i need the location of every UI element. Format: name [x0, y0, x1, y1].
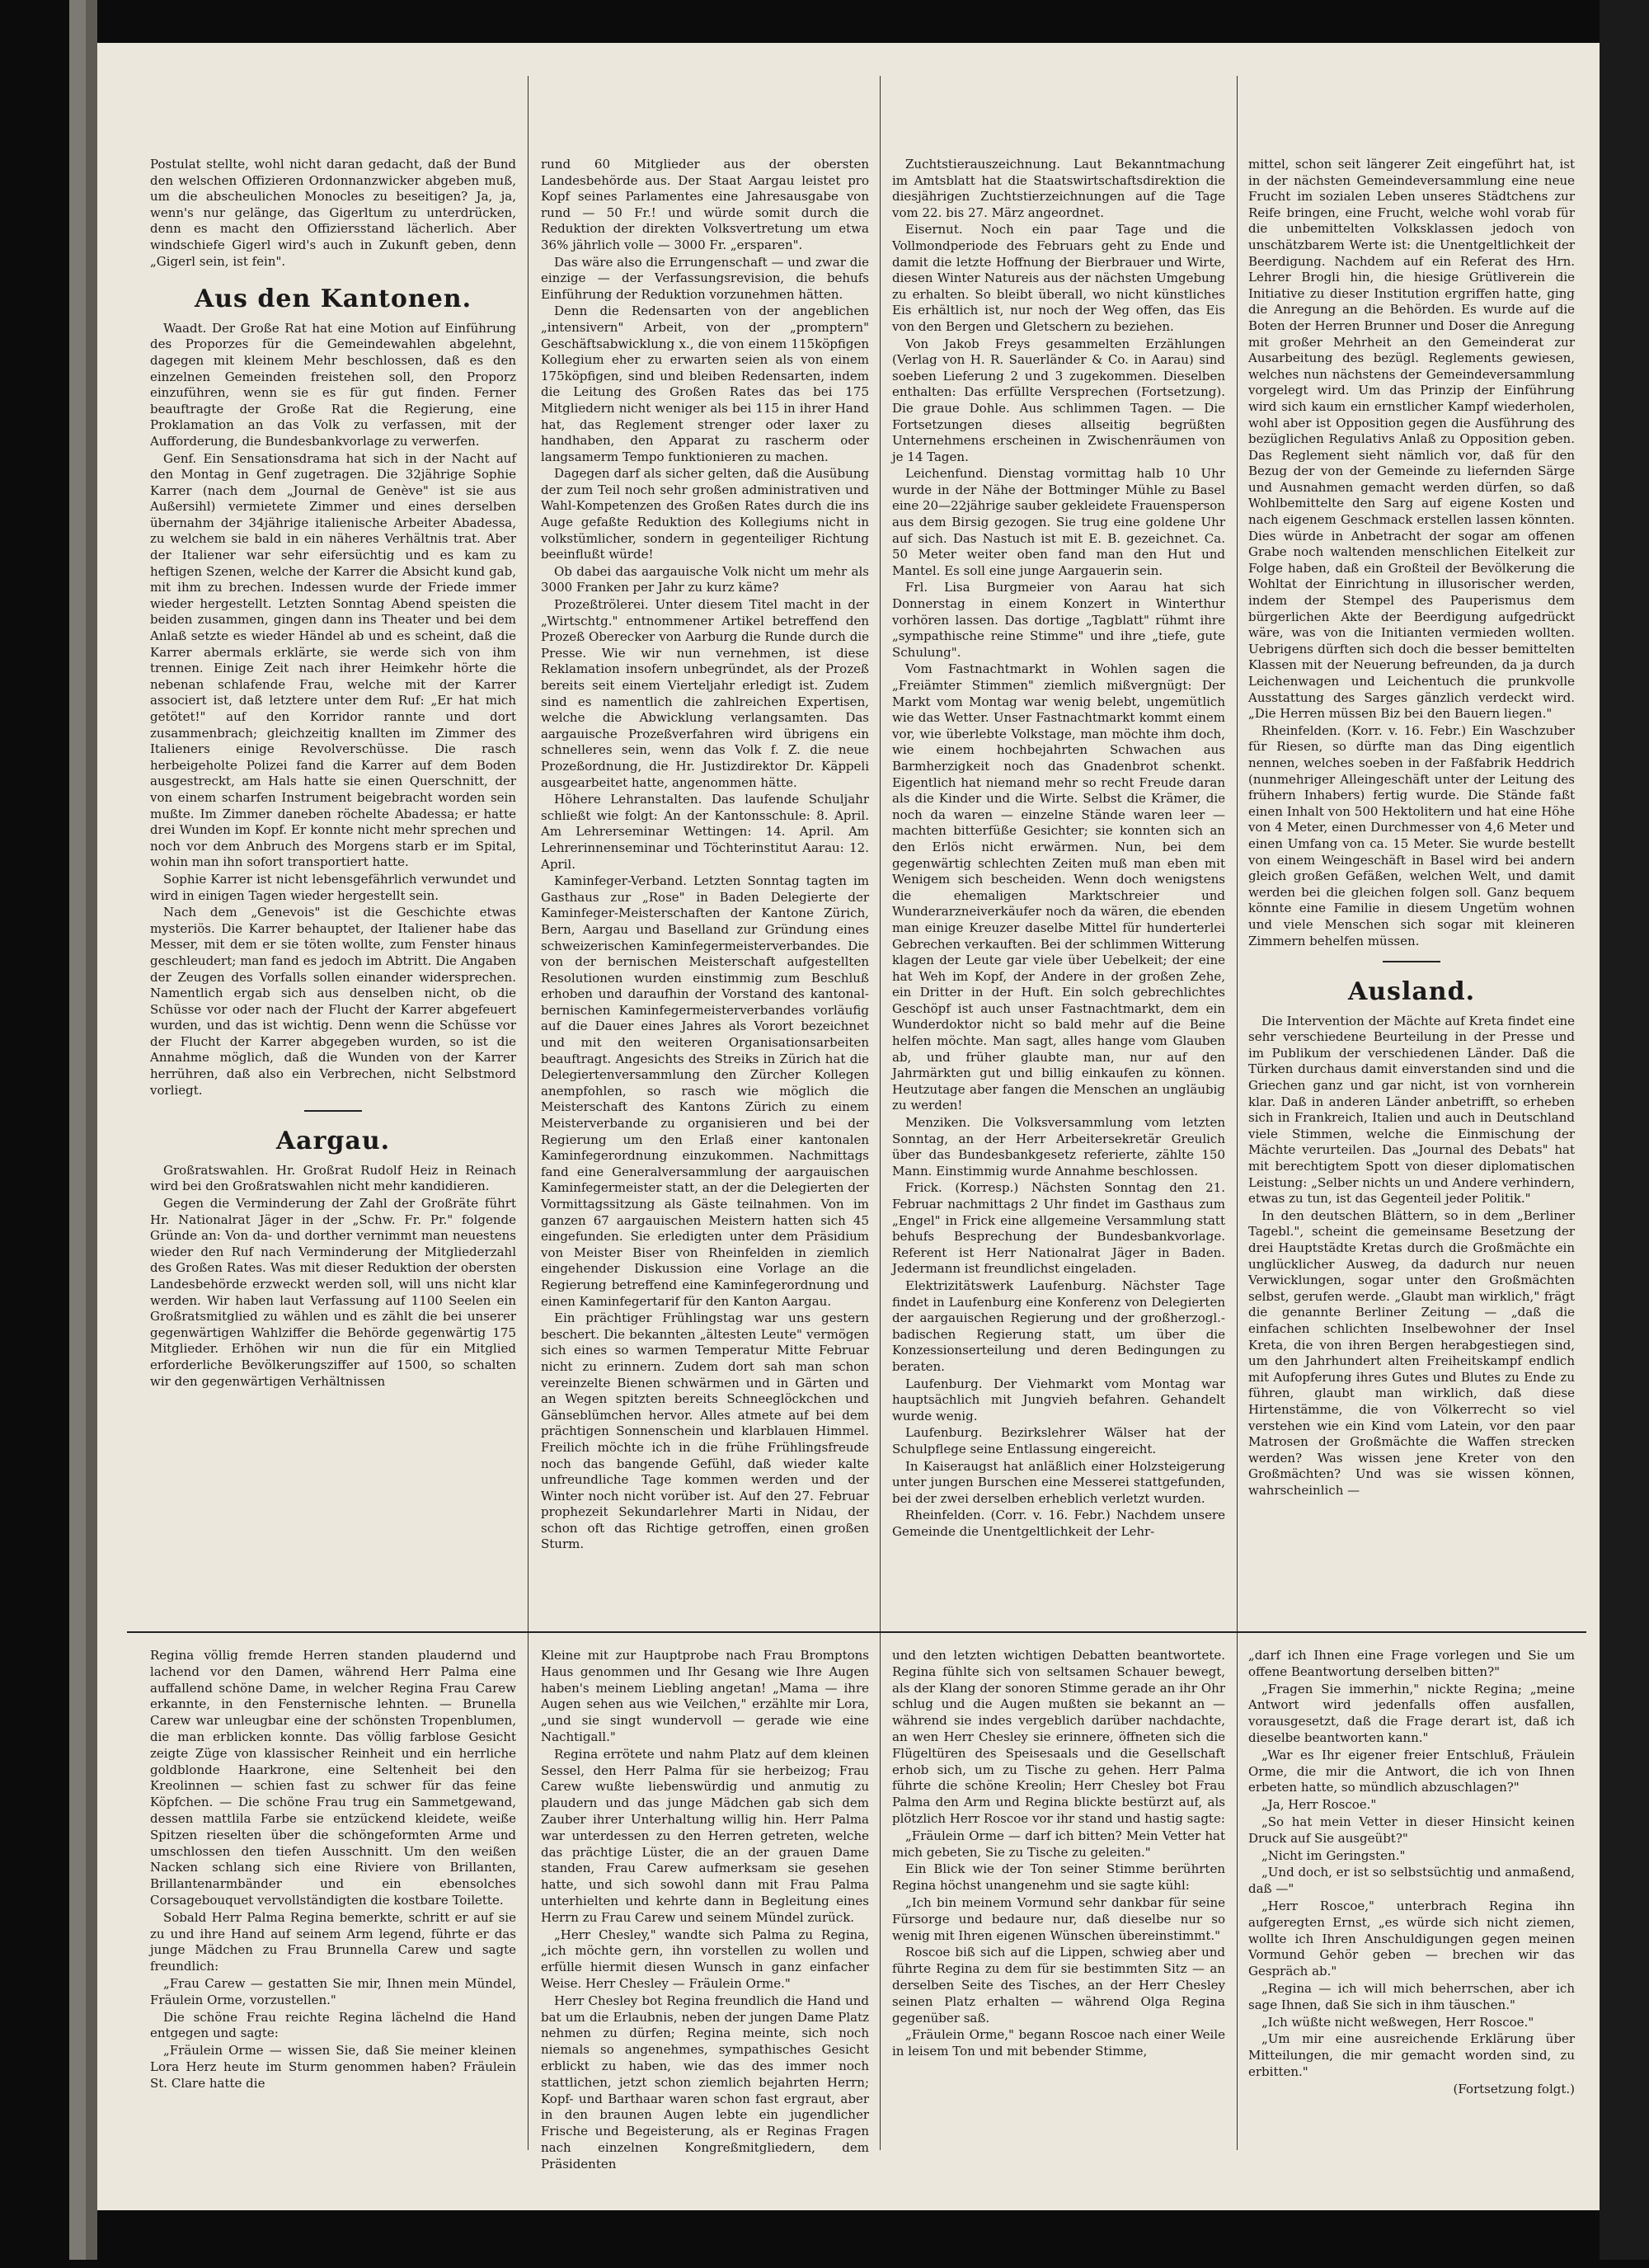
- feuilleton-text: „darf ich Ihnen eine Frage vorlegen und Sie um offene Beantwortung derselben bitten?": [1248, 1648, 1575, 1679]
- article-fruehlingstag: Ein prächtiger Frühlingstag war uns gestern beschert. Die bekannten „ältesten Leute" vermögen sich eines so warmen Temperatur Mitte Februar nicht zu erinnern. Zudem dort sah man schon vereinzelte Bienen schwärmen und in Gärten und an Wegen spitzten bereits Schneeglöckchen und Gänseblümchen hervor. Alles atmete auf bei dem prächtigen Sonnenschein und klarblauen Himmel. Freilich möchte ich in die frühe Frühlingsfreude noch das bangende Gefühl, daß wieder kalte unfreundliche Tage kommen werden und der Winter noch nicht vorüber ist. Auf den 27. Februar prophezeit Sekundarlehrer Marti in Nidau, der schon oft das Richtige getroffen, einen großen Sturm.: [541, 1310, 869, 1552]
- article-genf-2: Sophie Karrer ist nicht lebensgefährlich verwundet und wird in einigen Tagen wieder hergestellt sein.: [150, 871, 516, 903]
- column-1: [150, 157, 516, 1625]
- article-genf-3: Nach dem „Genevois" ist die Geschichte etwas mysteriös. Die Karrer behauptet, der Italiener habe das Messer, mit dem er sie töten wollte, zum Fenster hinaus geschleudert; man fand es jedoch im Abtritt. Die Angaben der Zeugen des Vorfalls sollen einander widersprechen. Namentlich ergab sich aus denselben nicht, ob die Schüsse vor oder nach der Flucht der Karrer abgefeuert wurden, und das ist wichtig. Denn wenn die Schüsse vor der Flucht der Karrer abgegeben wurden, so ist die Annahme möglich, daß die Wunden von der Karrer herrühren, daß also ein Verbrechen, nicht Selbstmord vorliegt.: [150, 905, 516, 1098]
- column-2: [541, 157, 869, 1625]
- feuilleton-text: Kleine mit zur Hauptprobe nach Frau Bromptons Haus genommen und Ihr Gesang wie Ihre Augen haben's meinem Liebling angetan! „Mama — ihre Augen sehen aus wie Veilchen," erzählte mir Lora, „und sie singt wundervoll — gerade wie eine Nachtigall.": [541, 1648, 869, 1744]
- article-leichenfund: Leichenfund. Dienstag vormittag halb 10 Uhr wurde in der Nähe der Bottminger Mühle zu Basel eine 20—22jährige sauber gekleidete Frauensperson aus dem Birsig gezogen. Sie trug eine goldene Uhr auf sich. Das Nastuch ist mit E. B. gezeichnet. Ca. 50 Meter weiter oben fand man den Hut und Mantel. Es soll eine junge Aargauerin sein.: [892, 466, 1225, 578]
- column-4: [1248, 157, 1575, 1625]
- feuilleton-text: „Nicht im Geringsten.": [1261, 1847, 1406, 1863]
- column-rule: [528, 76, 529, 1659]
- article-text: Das wäre also die Errungenschaft — und zwar die einzige — der Verfassungsrevision, die behufs Einführung der Reduktion vorzunehmen hätten.: [541, 254, 869, 302]
- feuilleton-text: „So hat mein Vetter in dieser Hinsicht keinen Druck auf Sie ausgeübt?": [1248, 1814, 1575, 1846]
- article-lehranstalten: Höhere Lehranstalten. Das laufende Schuljahr schließt wie folgt: An der Kantonsschule: 8. April. Am Lehrerseminar Wettingen: 14. April. Am Lehrerinnenseminar und Töchterinstitut Aarau: 12. April.: [541, 792, 869, 872]
- feuilleton-text: Ein Blick wie der Ton seiner Stimme berührten Regina höchst unangenehm und sie sagte kühl:: [892, 1861, 1225, 1894]
- feuilleton-text: „Fräulein Orme," begann Roscoe nach einer Weile in leisem Ton und mit bebender Stimme,: [892, 2027, 1225, 2059]
- article-rheinfelden-2: Rheinfelden. (Korr. v. 16. Febr.) Ein Waschzuber für Riesen, so dürfte man das Ding eigentlich nennen, welches soeben in der Faßfabrik Heddrich (nunmehriger Alleingeschäft unter der Leitung des frühern Inhabers) fertig wurde. Die Stände faßt einen Inhalt von 500 Hektolitern und hat eine Höhe von 4 Meter, einen Durchmesser von 4,6 Meter und einen Umfang von ca. 15 Meter. Sie wurde bestellt von einem Weingeschäft in Basel wird bei andern gleich großen Gefäßen, welchen Welt, und damit werden bei die gleichen folgen soll. Ganz bequem könnte eine Familie in diesem Ungetüm wohnen und viele Menschen sich sogar mit kleineren Zimmern behelfen müssen.: [1248, 722, 1575, 948]
- column-3: [892, 157, 1225, 1625]
- article-text: Dagegen darf als sicher gelten, daß die Ausübung der zum Teil noch sehr großen administrativen und Wahl-Kompetenzen des Großen Rates durch die ins Auge gefaßte Reduktion des Kollegiums nicht in volkstümlicher, sondern in gegenteiliger Richtung beeinflußt würde!: [541, 466, 869, 562]
- article-waadt: Waadt. Der Große Rat hat eine Motion auf Einführung des Proporzes für die Gemeindewahlen abgelehnt, dagegen mit kleinem Mehr beschlossen, daß es den einzelnen Gemeinden freistehen soll, den Proporz einzuführen, wenn sie es für gut finden. Ferner beauftragte der Große Rat die Regierung, eine Proklamation an das Volk zu verfassen, mit der Aufforderung, die Bundesbankvorlage zu verwerfen.: [150, 320, 516, 449]
- feuilleton-text: Regina völlig fremde Herren standen plaudernd und lachend vor den Damen, während Herr Palma eine auffallend schöne Dame, in welcher Regina Frau Carew erkannte, in den Fensternische lehnten. — Brunella Carew war unleugbar eine der schönsten Tropenblumen, die man erblicken konnte. Das völlig farblose Gesicht zeigte Züge von klassischer Reinheit und ein herrliche goldblonde Haarkrone, eine Seltenheit bei den Kreolinnen — schien fast zu schwer für das feine Köpfchen. — Die schöne Frau trug ein Sammetgewand, dessen mattlila Farbe sie entzückend kleidete, weiße Spitzen rieselten über die schöngeformten Arme und umschlossen den tiefen Ausschnitt. Um den weißen Nacken schlang sich eine Riviere von Brillanten, Brillantenarmbänder und ein ebensolches Corsagebouquet vervollständigten die kostbare Toilette.: [150, 1648, 516, 1908]
- feuilleton-divider: [127, 1631, 1586, 1633]
- newspaper-page: [97, 43, 1600, 2210]
- feuilleton-text: „Frau Carew — gestatten Sie mir, Ihnen mein Mündel, Fräulein Orme, vorzustellen.": [150, 1975, 516, 2007]
- article-burgmeier: Frl. Lisa Burgmeier von Aarau hat sich Donnerstag in einem Konzert in Winterthur vorhören lassen. Das dortige „Tagblatt" rühmt ihre „sympathische reine Stimme" und ihre „tiefe, gute Schulung".: [892, 580, 1225, 660]
- feuilleton-column-2: [541, 1648, 869, 2172]
- column-rule: [880, 76, 881, 1659]
- column-rule: [1237, 76, 1238, 1659]
- article-laufenburg-2: Laufenburg. Bezirkslehrer Wälser hat der Schulpflege seine Entlassung eingereicht.: [892, 1425, 1225, 1456]
- feuilleton-column-3: [892, 1648, 1225, 2151]
- article-menziken: Menziken. Die Volksversammlung vom letzten Sonntag, an der Herr Arbeitersekretär Greulich über das Bundesbankgesetz referierte, zählte 150 Mann. Einstimmig wurde Annahme beschlossen.: [892, 1115, 1225, 1179]
- feuilleton-text: „Um mir eine ausreichende Erklärung über Mitteilungen, die mir gemacht worden sind, zu erbitten.": [1248, 2031, 1575, 2079]
- feuilleton-text: Herr Chesley bot Regina freundlich die Hand und bat um die Erlaubnis, neben der jungen Dame Platz nehmen zu dürfen; Regina meinte, sich noch niemals so angenehmes, sympathisches Gesicht erblickt zu haben, wie das des immer noch stattlichen, jetzt schon ziemlich bejahrten Herrn; Kopf- und Barthaar waren schon fast ergraut, aber in den braunen Augen lebte ein jugendlicher Frische und Begeisterung, als er Reginas Fragen nach einzelnen Kongreßmitgliedern, dem Präsidenten: [541, 1993, 869, 2172]
- right-facing-page-edge: [1600, 0, 1649, 2260]
- article-text: Denn die Redensarten von der angeblichen „intensivern" Arbeit, von der „promptern" Geschäftsabwicklung x., die von einem 115köpfigen Kollegium eher zu erwarten seien als von einem 175köpfigen, sind und bleiben Redensarten, indem die Leitung des Großen Rates das bei 175 Mitgliedern nicht weniger als bei 115 in ihrer Hand hat, das Reglement strenger oder laxer zu handhaben, den Apparat zu rascherm oder langsamerm Tempo funktionieren zu machen.: [541, 303, 869, 464]
- article-grossratswahlen: Großratswahlen. Hr. Großrat Rudolf Heiz in Reinach wird bei den Großratswahlen nicht mehr kandidieren.: [150, 1162, 516, 1194]
- article-eisernut: Eisernut. Noch ein paar Tage und die Vollmondperiode des Februars geht zu Ende und damit die letzte Hoffnung der Bierbrauer und Wirte, diesen Winter Natureis aus der nächsten Umgebung zu erhalten. So bleibt überall, wo nicht künstliches Eis erhältlich ist, nur noch der Weg offen, das Eis von den Bergen und Gletschern zu beziehen.: [892, 222, 1225, 334]
- article-laufenburg: Laufenburg. Der Viehmarkt vom Montag war hauptsächlich mit Jungvieh befahren. Gehandelt wurde wenig.: [892, 1376, 1225, 1423]
- feuilleton-column-1: [150, 1648, 516, 2151]
- continuation-note: (Fortsetzung folgt.): [1453, 2081, 1575, 2096]
- article-text: mittel, schon seit längerer Zeit eingeführt hat, ist in der nächsten Gemeindeversammlung eine neue Frucht im sozialen Leben unseres Städtchens zur Reife bringen, eine Frucht, welche wohl vorab für die unbemittelten Volksklassen jedoch von unschätzbarem Werte ist: die Unentgeltlichkeit der Beerdigung. Nachdem auf ein Referat des Hrn. Lehrer Brogli hin, die hiesige Grütliverein die Initiative zu dieser Institution ergriffen hatte, ging die Anregung an die Behörden. Es wurde auf die Boten der Herren Brunner und Doser die Anregung mit großer Mehrheit an den Gemeinderat zur Ausarbeitung des bezügl. Reglements gewiesen, welches nun nächstens der Gemeindeversammlung vorgelegt wird. Um das Prinzip der Einführung wird sich kaum ein ernstlicher Kampf wiederholen, wohl aber ist Opposition gegen die Ausführung des bezüglichen Regulativs Anlaß zu Opposition geben. Das Reglement sieht nämlich vor, daß für den Bezug der von der Gemeinde zu liefernden Särge und Ausnahmen gemacht werden dürfen, so daß Wohlbemittelte den Sarg auf eigene Kosten und nach eigenem Geschmack erstellen lassen könnten. Dies würde in Anbetracht der sogar am offenen Grabe noch waltenden menschlichen Eitelkeit zur Folge haben, daß ein Großteil der Bevölkerung die Wohltat der Einrichtung in illusorischer werden, indem der Stempel des Pauperismus dem bürgerlichen Akte der Beerdigung aufgedrückt wäre, was von die Initianten vermieden wollten. Uebrigens dürften sich doch die besser bemittelten Klassen mit der Neuerung befreunden, da ja durch Leichenwagen und Leichentuch die prunkvolle Ausstattung des Sarges gänzlich verdeckt wird. „Die Herren müssen Biz bei den Bauern liegen.": [1248, 157, 1575, 722]
- column-rule: [1237, 1639, 1238, 2150]
- article-jakob-frey: Von Jakob Freys gesammelten Erzählungen (Verlag von H. R. Sauerländer & Co. in Aarau) sind soeben Lieferung 2 und 3 zugekommen. Dieselben enthalten: Das erfüllte Versprechen (Fortsetzung). Die graue Dohle. Aus schlimmen Tagen. — Die Fortsetzungen dieses allseitig begrüßten Unternehmens erscheinen in Zwischenräumen von je 14 Tagen.: [892, 336, 1225, 464]
- article-fastnachtmarkt: Vom Fastnachtmarkt in Wohlen sagen die „Freiämter Stimmen" ziemlich mißvergnügt: Der Markt vom Montag war wenig belebt, ungemütlich wie das Wetter. Unser Fastnachtmarkt kommt einem vor, wie überlebte Volkstage, man möchte ihm doch, wie einem hochbejahrten Schwachen aus Barmherzigkeit noch das Gnadenbrot schenkt. Eigentlich hat niemand mehr so recht Freude daran als die Kinder und die Wirte. Selbst die Krämer, die noch da waren — einzelne Stände waren leer — machten bitterfüße Gesichter; sie konnten sich an den Erlös nicht erwärmen. Nun, bei dem gegenwärtig schlechten Zeiten muß man eben mit Wenigem sich bescheiden. Wenn doch wenigstens die ehemaligen Marktschreier und Wunderarzneiverkäufer noch da wären, die ebenden man einige Kreuzer daselbe Mittel für hunderterlei Gebrechen verkauften. Bei der schlimmen Witterung klagen der Leute gar viele über Uebelkeit; der eine hat Weh im Kopf, der Andere in der großen Zehe, ein Dritter in der Huft. Ein solch gebrechlichtes Geschöpf ist auch unser Fastnachtmarkt, dem ein Wunderdoktor nicht so bald mehr auf die Beine helfen möchte. Man sagt, alles hange vom Glauben ab, und früher glaubte man, nur auf den Jahrmärkten gut und billig einkaufen zu können. Heutzutage aber fangen die Menschen an ungläubig zu werden!: [892, 661, 1225, 1113]
- article-rheinfelden: Rheinfelden. (Corr. v. 16. Febr.) Nachdem unsere Gemeinde die Unentgeltlichkeit der Lehr-: [892, 1508, 1225, 1539]
- separator: [1383, 961, 1440, 962]
- article-kaiseraugst: In Kaiseraugst hat anläßlich einer Holzsteigerung unter jungen Burschen eine Messerei stattgefunden, bei der zwei derselben erheblich verletzt wurden.: [892, 1458, 1225, 1506]
- feuilleton-column-4: [1248, 1648, 1575, 2151]
- section-heading-kantonen: Aus den Kantonen.: [194, 285, 472, 314]
- article-elektrizitaetswerk: Elektrizitätswerk Laufenburg. Nächster Tage findet in Laufenburg eine Konferenz von Delegierten der aargauischen Regierung und der großherzogl.-badischen Regierung statt, um über die Konzessionserteilung und deren Bedingungen zu beraten.: [892, 1278, 1225, 1374]
- feuilleton-text: „Fräulein Orme — darf ich bitten? Mein Vetter hat mich gebeten, Sie zu Tische zu geleiten.": [892, 1828, 1225, 1860]
- article-text: In den deutschen Blättern, so in dem „Berliner Tagebl.", scheint die gemeinsame Besetzung der drei Hauptstädte Kretas durch die Großmächte ein unglücklicher Ausweg, da dadurch nur neuen Verwicklungen, sogar unter den Großmächten selbst, gerufen werde. „Glaubt man wirklich," frägt die genannte Berliner Zeitung — „daß die einfachen schlichten Inselbewohner der Insel Kreta, die von ihren Bergen herabgestiegen sind, um den Jahrhundert alten Freiheitskampf endlich mit Aufopferung ihres Gutes und Blutes zu Ende zu führen, glaubt man wirklich, daß diese Hirtenstämme, die von Völkerrecht so viel verstehen wie ein Kind vom Latein, vor den paar Matrosen der Großmächte die Waffen strecken werden? Was wissen jene Kreter von den Großmächten? Und was sie wissen können, wahrscheinlich —: [1248, 1207, 1575, 1498]
- article-text: Postulat stellte, wohl nicht daran gedacht, daß der Bund den welschen Offizieren Ordonnanzwicker abgeben muß, um die abscheulichen Monocles zu beseitigen? Ja, ja, wenn's nur gelänge, das Gigerltum zu unterdrücken, denn es macht den Offiziersstand lächerlich. Aber windschiefe Gigerl wird's auch in Zukunft geben, denn „Gigerl sein, ist fein".: [150, 157, 516, 269]
- article-zuchtstier: Zuchtstierauszeichnung. Laut Bekanntmachung im Amtsblatt hat die Staatswirtschaftsdirektion die diesjährigen Zuchtstierzeichnungen auf die Tage vom 22. bis 27. März angeordnet.: [892, 157, 1225, 220]
- article-intervention-kreta: Die Intervention der Mächte auf Kreta findet eine sehr verschiedene Beurteilung in der Presse und im Publikum der verschiedenen Länder. Daß die Türken durchaus damit einverstanden sind und die Griechen ganz und gar nicht, ist von vornherein klar. Daß in anderen Länder anbetrifft, so erheben sich in Frankreich, Italien und auch in Deutschland viele Stimmen, welche die Einmischung der Mächte verurteilen. Das „Journal des Debats" hat mit berechtigtem Spott von dieser diplomatischen Leistung: „Selber nichts un und Andere verhindern, etwas zu tun, ist das Gegenteil jeder Politik.": [1248, 1013, 1575, 1207]
- article-genf: Genf. Ein Sensationsdrama hat sich in der Nacht auf den Montag in Genf zugetragen. Die 32jährige Sophie Karrer (nach dem „Journal de Genève" ist sie aus Außersihl) vermietete Zimmer und eines derselben übernahm der 34jährige italienische Arbeiter Abadessa, zu welchem sie bald in ein näheres Verhältnis trat. Aber der Italiener war sehr eifersüchtig und es kam zu heftigen Szenen, welche der Karrer die Absicht kund gab, mit ihm zu brechen. Indessen wurde der Friede immer wieder hergestellt. Letzten Sonntag Abend speisten die beiden zusammen, gingen dann ins Theater und bei dem Anlaß setzte es wieder Händel ab und es scheint, daß die Karrer abermals erklärte, sie werde sich von ihm trennen. Einige Zeit nach ihrer Heimkehr hörte die nebenan schlafende Frau, welche mit der Karrer associert ist, daß letztere unter dem Ruf: „Er hat mich getötet!" auf den Korridor rannte und dort zusammenbrach; gleichzeitig knallten im Zimmer des Italieners einige Revolverschüsse. Die rasch herbeigeholte Polizei fand die Karrer auf dem Boden ausgestreckt, am Hals hatte sie einen Querschnitt, der von einem scharfen Instrument beigebracht worden sein mußte. Im Zimmer daneben röchelte Abadessa; er hatte drei Wunden im Kopf. Er konnte nicht mehr sprechen und noch vor dem Anbruch des Morgens starb er im Spital, wohin man ihn sofort transportiert hatte.: [150, 450, 516, 870]
- feuilleton-text: „Herr Roscoe," unterbrach Regina ihn aufgeregten Ernst, „es würde sich nicht ziemen, wollte ich Ihren Anschuldigungen gegen meinen Vormund Gehör geben — brechen wir das Gespräch ab.": [1248, 1898, 1575, 1979]
- feuilleton-text: Roscoe biß sich auf die Lippen, schwieg aber und führte Regina zu dem für sie bestimmten Sitz — an derselben Seite des Tisches, an der Herr Chesley seinen Platz erhalten — während Olga Regina gegenüber saß.: [892, 1945, 1225, 2026]
- article-kaminfeger: Kaminfeger-Verband. Letzten Sonntag tagten im Gasthaus zur „Rose" in Baden Delegierte der Kaminfeger-Meisterschaften der Kantone Zürich, Bern, Aargau und Baselland zur Gründung eines schweizerischen Kaminfegermeisterverbandes. Die von der bernischen Meisterschaft aufgestellten Resolutionen wurden einstimmig zum Beschluß erhoben und daraufhin der Vorstand des kantonal-bernischen Kaminfegermeisterverbandes vorläufig auf die Dauer eines Jahres als Vorort bezeichnet und mit den weiteren Organisationsarbeiten beauftragt. Angesichts des Streiks in Zürich hat die Delegiertenversammlung den Zürcher Kollegen anempfohlen, so rasch wie möglich die Meisterschaft des Kantons Zürich zu einem Meisterverbande zu organisieren und bei der Regierung um den Erlaß einer kantonalen Kaminfegerordnung einzukommen. Nachmittags fand eine Generalversammlung der aargauischen Kaminfegermeister statt, an der die Delegierten der Vormittagssitzung als Gäste teilnahmen. Von im ganzen 67 aargauischen Meistern hatten sich 45 eingefunden. Sie erledigten unter dem Präsidium von Meister Biser von Rheinfelden in ziemlich eingehender Diskussion eine Vorlage an die Regierung betreffend eine Kaminfegerordnung und einen Kaminfegertarif für den Kanton Aargau.: [541, 873, 869, 1309]
- article-verminderung: Gegen die Verminderung der Zahl der Großräte führt Hr. Nationalrat Jäger in der „Schw. Fr. Pr." folgende Gründe an: Von da- und dorther vernimmt man neuestens wieder den Ruf nach Verminderung der Mitgliederzahl des Großen Rates. Was mit dieser Reduktion der obersten Landesbehörde erzweckt werden soll, will uns nicht klar werden. Wir haben laut Verfassung auf 1100 Seelen ein Großratsmitglied zu wählen und es zählt die bei unserer gegenwärtigen Wahlziffer die Behörde gegenwärtig 175 Mitglieder. Erhöhen wir nun die für ein Mitglied erforderliche Bevölkerungsziffer auf 1500, so schalten wir den gegenwärtigen Verhältnissen: [150, 1196, 516, 1389]
- feuilleton-text: Sobald Herr Palma Regina bemerkte, schritt er auf sie zu und ihre Hand auf seinem Arm legend, führte er das junge Mädchen zu Frau Brunnella Carew und sagte freundlich:: [150, 1909, 516, 1974]
- feuilleton-text: „Ich wüßte nicht weßwegen, Herr Roscoe.": [1261, 2014, 1534, 2030]
- article-frick: Frick. (Korresp.) Nächsten Sonntag den 21. Februar nachmittags 2 Uhr findet im Gasthaus zum „Engel" in Frick eine allgemeine Versammlung statt behufs Besprechung der Bundesbankvorlage. Referent ist Herr Nationalrat Jäger in Baden. Jedermann ist freundlichst eingeladen.: [892, 1180, 1225, 1277]
- section-heading-aargau: Aargau.: [275, 1127, 391, 1156]
- feuilleton-text: „Fragen Sie immerhin," nickte Regina; „meine Antwort wird jedenfalls offen ausfallen, vorausgesetzt, daß die Frage derart ist, daß ich dieselbe beantworten kann.": [1248, 1681, 1575, 1745]
- feuilleton-text: „Regina — ich will mich beherrschen, aber ich sage Ihnen, daß Sie sich in ihm täuschen.": [1248, 1980, 1575, 2012]
- feuilleton-text: „Herr Chesley," wandte sich Palma zu Regina, „ich möchte gern, ihn vorstellen zu wollen und erfülle hiermit diesen Wunsch in ganz einfacher Weise. Herr Chesley — Fräulein Orme.": [541, 1927, 869, 1991]
- article-text: rund 60 Mitglieder aus der obersten Landesbehörde aus. Der Staat Aargau leistet pro Kopf seines Parlamentes eine Jahresausgabe von rund — 50 Fr.! und würde somit durch die Reduktion der direkten Volksvertretung um etwa 36% jährlich volle — 3000 Fr. „ersparen".: [541, 157, 869, 252]
- feuilleton-text: Die schöne Frau reichte Regina lächelnd die Hand entgegen und sagte:: [150, 2009, 516, 2041]
- left-volume-edge-2: [86, 0, 97, 2260]
- feuilleton-text: „Und doch, er ist so selbstsüchtig und anmaßend, daß —": [1248, 1865, 1575, 1897]
- separator: [304, 1110, 362, 1112]
- feuilleton-text: „Ich bin meinem Vormund sehr dankbar für seine Fürsorge und bedaure nur, daß dieselbe nur so wenig mit Ihren eigenen Wünschen übereinstimmt.": [892, 1894, 1225, 1943]
- feuilleton-text: Regina errötete und nahm Platz auf dem kleinen Sessel, den Herr Palma für sie herbeizog; Frau Carew wußte liebenswürdig und anmutig zu plaudern und das junge Mädchen gab sich dem Zauber ihrer Unterhaltung willig hin. Herr Palma war unterdessen zu den Herren getreten, welche das prächtige Lüster, die an der grauen Dame standen, Frau Carew aufmerksam sie gesehen hatte, und sich sowohl dann mit Frau Palma unterhielten und kehrte dann in Begleitung eines Herrn zu Frau Carew und seinem Mündel zurück.: [541, 1746, 869, 1925]
- article-text: Ob dabei das aargauische Volk nicht um mehr als 3000 Franken per Jahr zu kurz käme?: [541, 563, 869, 595]
- section-heading-ausland: Ausland.: [1347, 977, 1476, 1007]
- feuilleton-text: „Ja, Herr Roscoe.": [1261, 1797, 1377, 1813]
- feuilleton-text: und den letzten wichtigen Debatten beantwortete. Regina fühlte sich von seltsamen Schauer bewegt, als der Klang der sonoren Stimme gerade an ihr Ohr schlug und die Augen mußten sie bekannt an — während sie indes vergeblich darüber nachdachte, an wen Herr Chesley sie erinnere, öffneten sich die Flügeltüren des Speisesaals und die Gesellschaft erhob sich, um zu Tische zu gehen. Herr Palma führte die schöne Kreolin; Herr Chesley bot Frau Palma den Arm und Regina blickte bestürzt auf, als plötzlich Herr Roscoe vor ihr stand und hastig sagte:: [892, 1648, 1225, 1826]
- article-prozesstroelerei: Prozeßtrölerei. Unter diesem Titel macht in der „Wirtschtg." entnommener Artikel betreffend den Prozeß Oberecker von Aarburg die Runde durch die Presse. Wie wir nun vernehmen, ist diese Reklamation insofern unbegründet, als der Prozeß bereits seit einem Vierteljahr erledigt ist. Zudem sind es namentlich die zahlreichen Expertisen, welche die Abwicklung verlangsamten. Das aargauische Prozeßverfahren wird übrigens ein schnelleres sein, wenn das Volk f. Z. die neue Prozeßordnung, die Hr. Justizdirektor Dr. Käppeli ausgearbeitet hatte, angenommen hätte.: [541, 597, 869, 790]
- column-rule: [528, 1639, 529, 2150]
- column-rule: [880, 1639, 881, 2150]
- feuilleton-text: „War es Ihr eigener freier Entschluß, Fräulein Orme, die mir die Antwort, die ich von Ihnen erbeten hatte, so mündlich abzuschlagen?": [1248, 1747, 1575, 1795]
- feuilleton-text: „Fräulein Orme — wissen Sie, daß Sie meiner kleinen Lora Herz heute im Sturm genommen haben? Fräulein St. Clare hatte die: [150, 2043, 516, 2091]
